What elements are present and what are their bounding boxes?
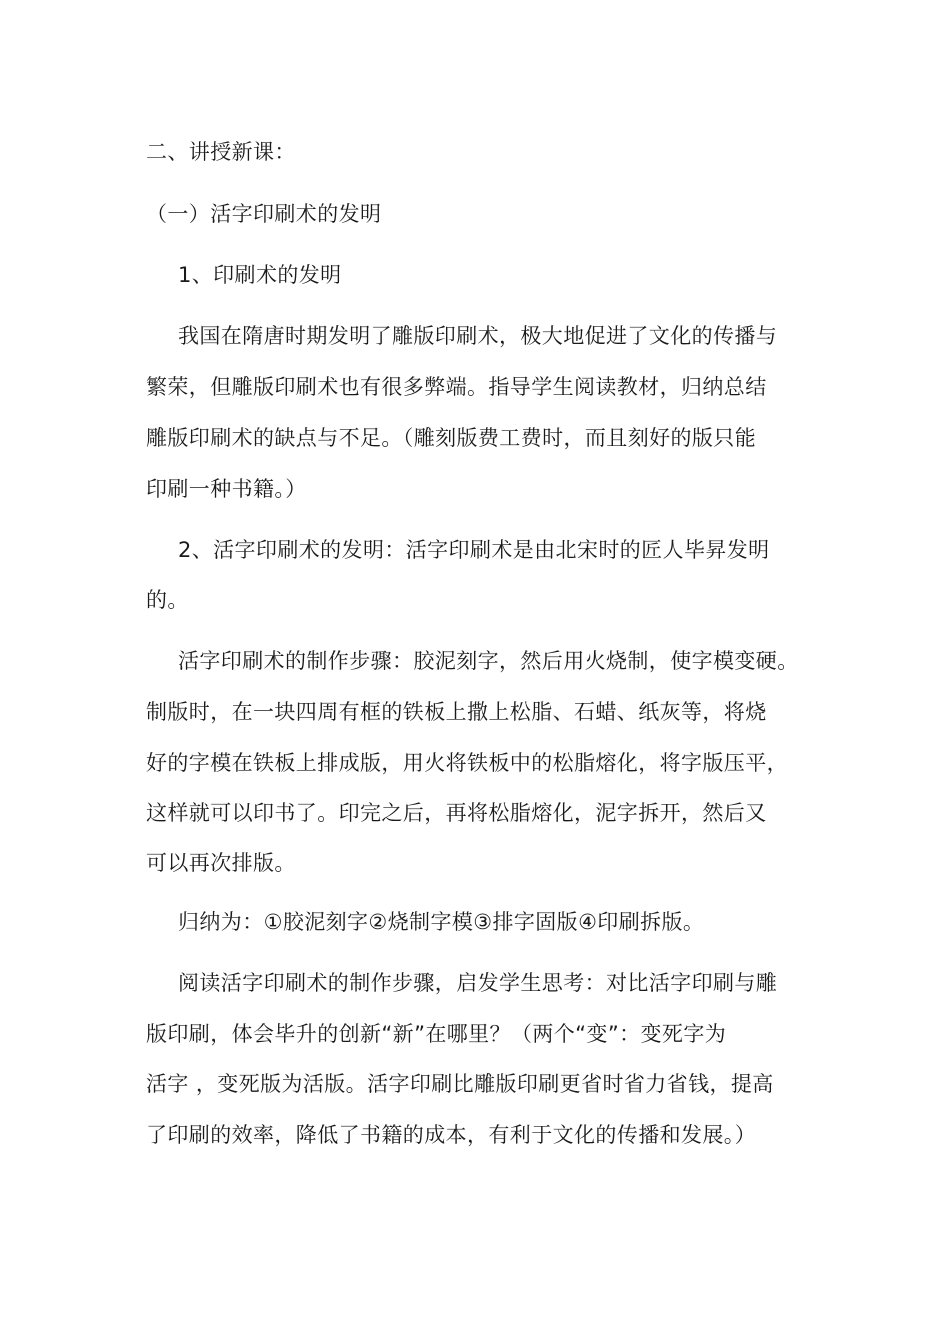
para3-line-2: 版印刷，体会毕升的创新“新”在哪里？（两个“变”：变死字为: [146, 1022, 727, 1046]
section-heading: 二、讲授新课：: [146, 140, 296, 164]
item1-heading: 1、印刷术的发明: [178, 263, 342, 287]
para3-line-3: 活字 ，变死版为活版。活字印刷比雕版印刷更省时省力省钱，提高: [146, 1072, 774, 1096]
para1-line-4: 印刷一种书籍。）: [146, 477, 307, 501]
para2-line-2: 制版时，在一块四周有框的铁板上撒上松脂、石蜡、纸灰等，将烧: [146, 700, 767, 724]
para2-line-3: 好的字模在铁板上排成版，用火将铁板中的松脂熔化，将字版压平，: [146, 751, 788, 775]
para1-line-2: 繁荣，但雕版印刷术也有很多弊端。指导学生阅读教材，归纳总结: [146, 375, 767, 399]
para3-line-1: 阅读活字印刷术的制作步骤，启发学生思考：对比活字印刷与雕: [178, 971, 778, 995]
para3-line-4: 了印刷的效率，降低了书籍的成本，有利于文化的传播和发展。）: [146, 1123, 757, 1147]
para2-line-1: 活字印刷术的制作步骤：胶泥刻字，然后用火烧制，使字模变硬。: [178, 649, 799, 673]
para1-line-3: 雕版印刷术的缺点与不足。（雕刻版费工费时，而且刻好的版只能: [146, 426, 757, 450]
subsection-heading: （一）活字印刷术的发明: [146, 202, 382, 226]
para2-line-5: 可以再次排版。: [146, 851, 296, 875]
summary-line: 归纳为：①胶泥刻字②烧制字模③排字固版④印刷拆版。: [178, 910, 705, 934]
para1-line-1: 我国在隋唐时期发明了雕版印刷术，极大地促进了文化的传播与: [178, 324, 778, 348]
para2-line-4: 这样就可以印书了。印完之后，再将松脂熔化，泥字拆开，然后又: [146, 801, 767, 825]
item2-line-1: 2、活字印刷术的发明：活字印刷术是由北宋时的匠人毕昇发明: [178, 538, 770, 562]
item2-line-2: 的。: [146, 588, 189, 612]
